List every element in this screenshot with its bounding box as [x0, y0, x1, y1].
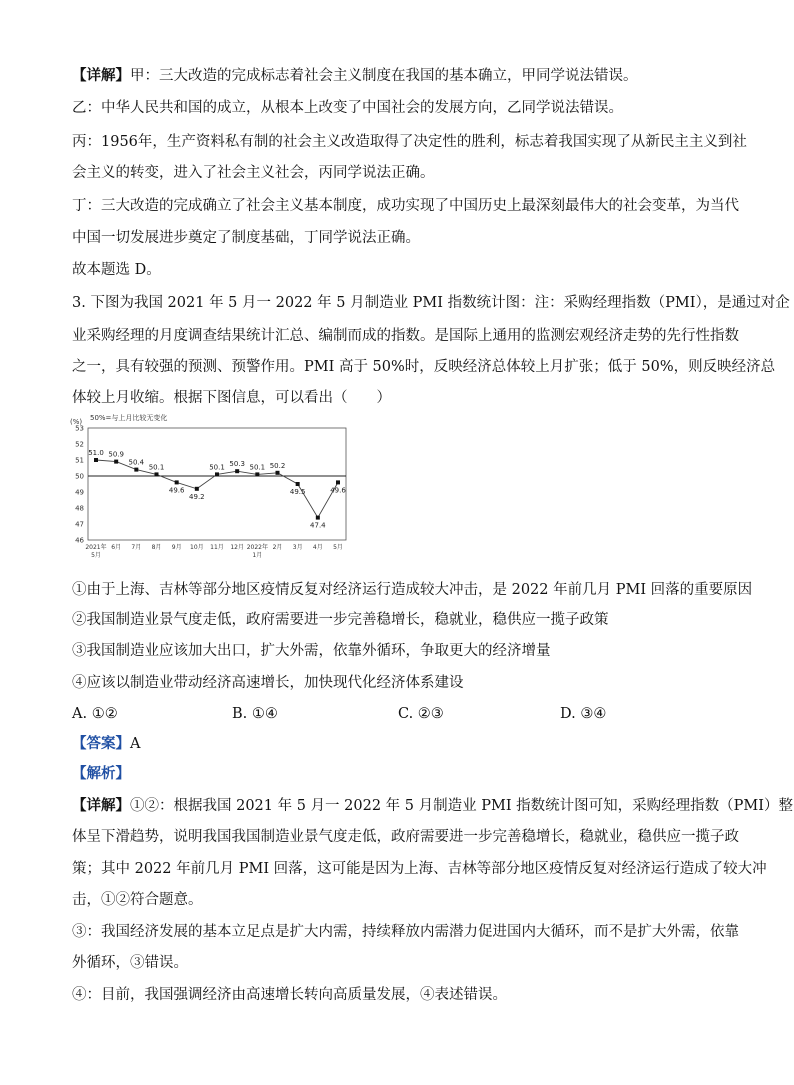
y-tick-label: 50 — [75, 472, 84, 481]
y-tick-label: 52 — [75, 440, 84, 449]
detail-line — [72, 796, 794, 816]
paragraph-line — [72, 163, 732, 183]
y-tick-label: 49 — [75, 488, 84, 497]
paragraph-tag: 【详解】 — [72, 67, 130, 84]
detail-line — [72, 985, 732, 1005]
paragraph-line — [72, 228, 732, 248]
data-point — [255, 472, 259, 476]
data-point — [94, 458, 98, 462]
statement-3: ③我国制造业应该加大出口，扩大外需，依靠外循环，争取更大的经济增量 — [72, 643, 551, 659]
data-label: 49.6 — [168, 486, 185, 495]
detail-text: ③：我国经济发展的基本立足点是扩大内需，持续释放内需潜力促进国内大循环，而不是扩大外需，依靠 — [72, 924, 739, 940]
pmi-line-chart — [70, 408, 358, 563]
detail-line — [72, 953, 732, 973]
option-c: C. ②③ — [398, 706, 444, 722]
data-point — [114, 460, 118, 464]
data-point — [155, 472, 159, 476]
paragraph-text: 甲：三大改造的完成标志着社会主义制度在我国的基本确立，甲同学说法错误。 — [130, 68, 638, 84]
analysis-tag: 【解析】 — [72, 765, 130, 782]
option-d: D. ③④ — [560, 706, 607, 722]
y-unit-label: (%) — [70, 418, 83, 426]
paragraph-text: 中国一切发展进步奠定了制度基础，丁同学说法正确。 — [72, 230, 420, 246]
data-label: 51.0 — [88, 449, 104, 457]
x-tick-label: 3月 — [292, 544, 303, 551]
analysis-line — [72, 764, 732, 784]
paragraph-text: 3. 下图为我国 2021 年 5 月一 2022 年 5 月制造业 PMI 指数统计图：注：采购经理指数（PMI），是通过对企 — [72, 295, 790, 311]
data-label: 50.1 — [209, 463, 225, 472]
detail-text: ④：目前，我国强调经济由高速增长转向高质量发展，④表述错误。 — [72, 987, 507, 1003]
paragraph-line — [72, 293, 790, 313]
x-tick-label: 5月 — [333, 544, 343, 551]
data-point — [336, 480, 340, 484]
pmi-chart — [70, 408, 358, 563]
x-tick-label: 8月 — [151, 544, 162, 551]
x-tick-label: 9月 — [171, 544, 182, 551]
data-point — [134, 468, 138, 472]
data-label: 50.4 — [128, 458, 145, 467]
detail-text: 外循环，③错误。 — [72, 955, 188, 971]
x-tick-label: 7月 — [131, 544, 142, 551]
paragraph-line — [72, 66, 732, 86]
x-tick-label: 1月 — [252, 552, 263, 559]
paragraph-line — [72, 388, 732, 408]
paragraph-text: 乙：中华人民共和国的成立，从根本上改变了中国社会的发展方向，乙同学说法错误。 — [72, 100, 623, 116]
paragraph-text: 会主义的转变，进入了社会主义社会，丙同学说法正确。 — [72, 165, 435, 181]
x-tick-label: 10月 — [190, 544, 204, 551]
y-tick-label: 53 — [75, 424, 84, 433]
data-label: 47.4 — [310, 521, 326, 530]
statement-2: ②我国制造业景气度走低，政府需要进一步完善稳增长，稳就业，稳供应一揽子政策 — [72, 612, 609, 628]
detail-text: 击，①②符合题意。 — [72, 892, 203, 908]
data-label: 50.2 — [269, 461, 286, 470]
paragraph-text: 丁：三大改造的完成确立了社会主义基本制度，成功实现了中国历史上最深刻最伟大的社会变革，为当代 — [72, 198, 739, 214]
data-point — [175, 480, 179, 484]
detail-tag: 【详解】 — [72, 797, 130, 814]
paragraph-text: 之一，具有较强的预测、预警作用。PMI 高于 50%时，反映经济总体较上月扩张；低于 50%，则反映经济总 — [72, 359, 776, 375]
data-label: 49.2 — [189, 492, 205, 501]
paragraph-line — [72, 196, 739, 216]
option-b: B. ①④ — [232, 706, 278, 722]
x-tick-label: 12月 — [230, 544, 244, 551]
option-a: A. ①② — [72, 706, 118, 722]
detail-text: 体呈下滑趋势，说明我国我国制造业景气度走低，政府需要进一步完善稳增长，稳就业，稳供应一揽子政 — [72, 829, 739, 845]
paragraph-text: 业采购经理的月度调查结果统计汇总、编制而成的指数。是国际上通用的监测宏观经济走势的先行性指数 — [72, 328, 739, 344]
data-label: 49.5 — [289, 488, 306, 496]
paragraph-text: 体较上月收缩。根据下图信息，可以看出（ ） — [72, 390, 391, 406]
data-point — [195, 487, 199, 491]
y-tick-label: 46 — [75, 536, 84, 545]
y-tick-label: 51 — [75, 456, 84, 465]
chart-title: 50%=与上月比较无变化 — [90, 414, 168, 422]
y-tick-label: 48 — [75, 504, 84, 513]
data-point — [235, 469, 239, 473]
data-label: 50.9 — [108, 450, 124, 459]
paragraph-line — [72, 326, 739, 346]
data-label: 50.3 — [229, 460, 245, 469]
paragraph-line — [72, 98, 732, 118]
detail-text: 策；其中 2022 年前几月 PMI 回落，这可能是因为上海、吉林等部分地区疫情反复对经济运行造成了较大冲 — [72, 861, 767, 877]
data-point — [276, 471, 280, 475]
x-tick-label: 4月 — [312, 544, 323, 551]
detail-line — [72, 859, 767, 879]
data-point — [296, 482, 300, 486]
chart-frame — [88, 428, 346, 540]
paragraph-text: 故本题选 D。 — [72, 262, 161, 278]
paragraph-line — [72, 260, 732, 280]
answer-value: A — [130, 736, 141, 752]
detail-line — [72, 827, 739, 847]
data-label: 50.1 — [249, 463, 266, 472]
paragraph-line — [72, 132, 747, 152]
paragraph-line — [72, 357, 776, 377]
x-tick-label: 2021年 — [85, 544, 107, 551]
x-tick-label: 2月 — [272, 544, 283, 551]
statement-4: ④应该以制造业带动经济高速增长，加快现代化经济体系建设 — [72, 675, 464, 691]
data-point — [215, 472, 219, 476]
x-tick-label: 6月 — [111, 544, 122, 551]
x-tick-label: 2022年 — [246, 544, 268, 551]
detail-text: ①②：根据我国 2021 年 5 月一 2022 年 5 月制造业 PMI 指数统计图可知，采购经理指数（PMI）整 — [130, 798, 794, 814]
paragraph-text: 丙：1956年，生产资料私有制的社会主义改造取得了决定性的胜利，标志着我国实现了从新民主主义到社 — [72, 134, 747, 150]
data-label: 49.6 — [330, 486, 346, 495]
statement-1: ①由于上海、吉林等部分地区疫情反复对经济运行造成较大冲击，是 2022 年前几月 PMI 回落的重要原因 — [72, 582, 753, 598]
x-tick-label: 5月 — [91, 552, 101, 559]
answer-tag: 【答案】 — [72, 735, 130, 752]
y-tick-label: 47 — [75, 520, 84, 529]
detail-line — [72, 922, 739, 942]
data-label: 50.1 — [148, 463, 165, 472]
x-tick-label: 11月 — [210, 544, 224, 551]
answer-line — [72, 734, 732, 754]
detail-line — [72, 890, 732, 910]
data-point — [316, 516, 320, 520]
